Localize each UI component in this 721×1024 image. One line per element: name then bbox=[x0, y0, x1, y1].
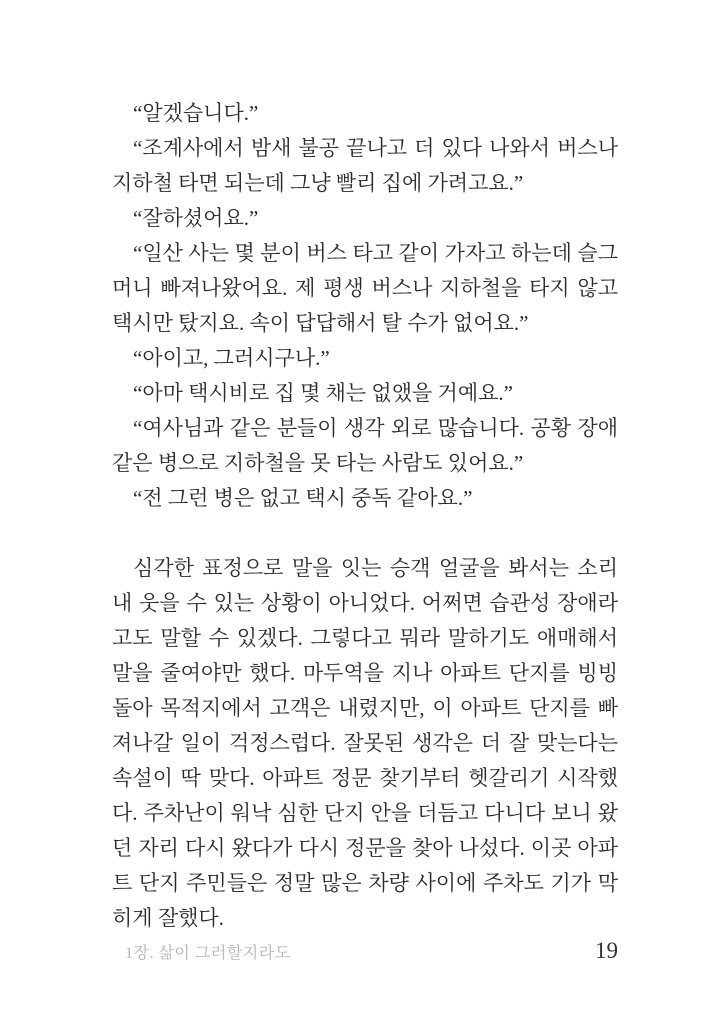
page-number: 19 bbox=[595, 938, 618, 963]
dialogue-paragraph: “여사님과 같은 분들이 생각 외로 많습니다. 공황 장애 같은 병으로 지하철을 못 타는 사람도 있어요.” bbox=[112, 416, 618, 475]
dialogue-paragraph: “잘하셨어요.” bbox=[133, 206, 259, 230]
narrative-paragraph: 심각한 표정으로 말을 잇는 승객 얼굴을 봐서는 소리 내 웃을 수 있는 상황이 아니었다. 어쩌면 습관성 장애라고도 말할 수 있겠다. 그렇다고 뭐라 말하기도 애매해서 말을 줄여야만 했다. 마두역을 지나 아파트 단지를 빙빙 돌아 목적지에서 고객은 내렸지만, 이 아파트 단지를 빠져나갈 일이 걱정스럽다. 잘못된 생각은 더 잘 맞는다는 속설이 딱 맞다. 아파트 정문 찾기부터 헷갈리기 시작했다. 주차난이 워낙 심한 단지 안을 더듬고 다니다 보니 왔던 자리 다시 왔다가 다시 정문을 찾아 나섰다. 이곳 아파트 단지 주민들은 정말 많은 차량 사이에 주차도 기가 막히게 잘했다. bbox=[112, 556, 618, 930]
dialogue-paragraph: “조계사에서 밤새 불공 끝나고 더 있다 나와서 버스나 지하철 타면 되는데 그냥 빨리 집에 가려고요.” bbox=[112, 136, 618, 195]
dialogue-paragraph: “전 그런 병은 없고 택시 중독 같아요.” bbox=[133, 486, 473, 510]
page-text-block bbox=[112, 96, 618, 936]
dialogue-paragraph: “일산 사는 몇 분이 버스 타고 같이 가자고 하는데 슬그머니 빠져나왔어요. 제 평생 버스나 지하철을 타지 않고 택시만 탔지요. 속이 답답해서 탈 수가 없어요.” bbox=[112, 241, 618, 335]
dialogue-paragraph: “알겠습니다.” bbox=[133, 101, 259, 125]
dialogue-paragraph: “아이고, 그러시구나.” bbox=[133, 346, 330, 370]
page-footer bbox=[125, 938, 618, 964]
dialogue-paragraph: “아마 택시비로 집 몇 채는 없앴을 거예요.” bbox=[133, 381, 513, 405]
footer-chapter-title: 1장. 삶이 그러할지라도 bbox=[125, 945, 291, 962]
